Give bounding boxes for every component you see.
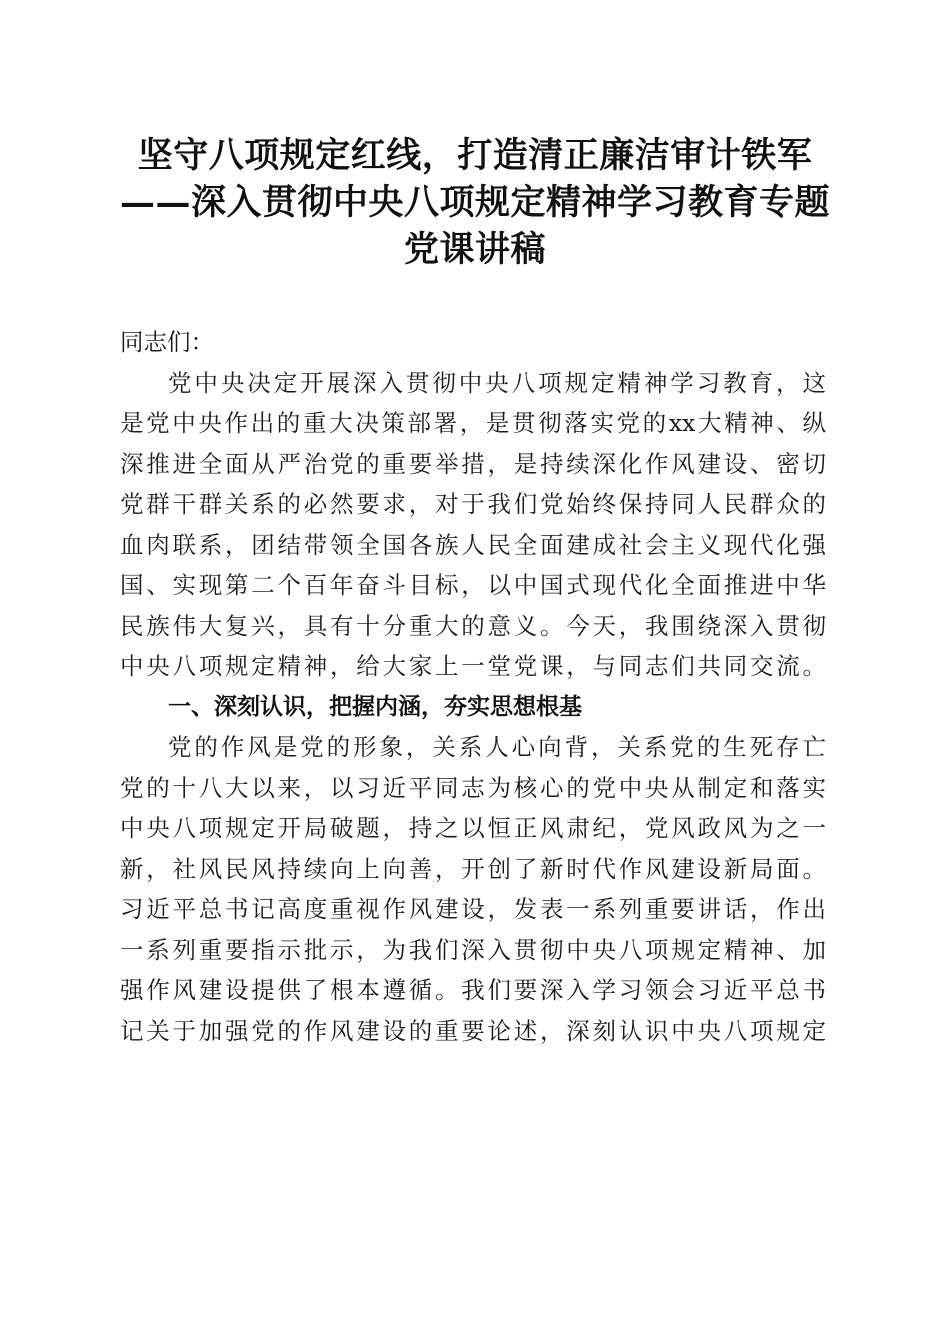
paragraph-line: 民族伟大复兴，具有十分重大的意义。今天，我围绕深入贯彻 <box>120 611 826 640</box>
paragraph-line: 党中央决定开展深入贯彻中央八项规定精神学习教育，这 <box>168 368 826 397</box>
title-line-type: 党课讲稿 <box>403 229 546 270</box>
paragraph-line: 强作风建设提供了根本遵循。我们要深入学习领会习近平总书 <box>120 976 826 1004</box>
paragraph-line: 党的十八大以来，以习近平同志为核心的党中央从制定和落实 <box>120 773 826 802</box>
paragraph-line: 深推进全面从严治党的重要举措，是持续深化作风建设、密切 <box>120 449 826 478</box>
paragraph-line: 新，社风民风持续向上向善，开创了新时代作风建设新局面。 <box>120 854 826 883</box>
paragraph-line: 党的作风是党的形象，关系人心向背，关系党的生死存亡 <box>168 733 826 761</box>
title-line-subtitle: ——深入贯彻中央八项规定精神学习教育专题 <box>120 182 831 223</box>
section-heading: 一、深刻认识，把握内涵，夯实思想根基 <box>168 693 582 720</box>
paragraph-line: 记关于加强党的作风建设的重要论述，深刻认识中央八项规定 <box>120 1016 826 1045</box>
paragraph-line: 血肉联系，团结带领全国各族人民全面建成社会主义现代化强 <box>120 530 826 559</box>
document-title <box>120 132 830 273</box>
salutation: 同志们： <box>120 328 214 356</box>
paragraph-line: 国、实现第二个百年奋斗目标，以中国式现代化全面推进中华 <box>120 571 826 599</box>
paragraph-line: 是党中央作出的重大决策部署，是贯彻落实党的xx大精神、纵 <box>120 409 826 437</box>
paragraph-line: 一系列重要指示批示，为我们深入贯彻中央八项规定精神、加 <box>120 935 826 964</box>
paragraph-line: 中央八项规定精神，给大家上一堂党课，与同志们共同交流。 <box>120 652 826 680</box>
paragraph-line: 中央八项规定开局破题，持之以恒正风肃纪，党风政风为之一 <box>120 814 826 842</box>
title-line-main: 坚守八项规定红线，打造清正廉洁审计铁军 <box>137 135 813 176</box>
paragraph-section-1 <box>120 727 826 1051</box>
paragraph-intro <box>120 363 826 687</box>
paragraph-line: 党群干群关系的必然要求，对于我们党始终保持同人民群众的 <box>120 490 826 518</box>
paragraph-line: 习近平总书记高度重视作风建设，发表一系列重要讲话，作出 <box>120 895 826 923</box>
document-body <box>120 322 826 1051</box>
